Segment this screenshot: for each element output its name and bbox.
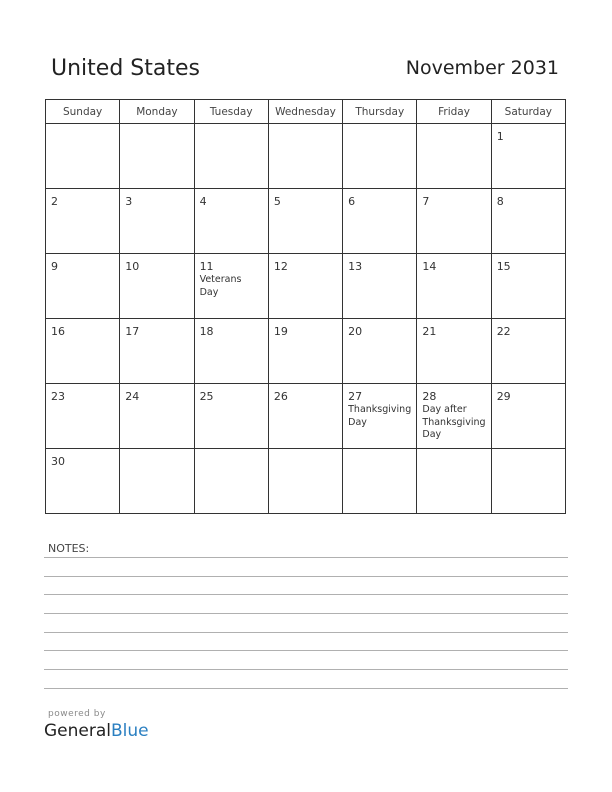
note-line — [44, 557, 568, 558]
day-cell[interactable] — [491, 384, 565, 449]
day-number: 17 — [125, 325, 140, 338]
day-number: 7 — [422, 195, 430, 208]
weekday-sunday: Sunday — [46, 100, 120, 124]
day-cell[interactable] — [268, 319, 342, 384]
day-cell[interactable] — [268, 449, 342, 514]
day-number: 25 — [199, 390, 214, 403]
day-number: 14 — [422, 260, 437, 273]
day-cell[interactable] — [46, 254, 120, 319]
day-cell[interactable] — [343, 384, 417, 449]
day-number: 21 — [422, 325, 437, 338]
note-line — [44, 613, 568, 614]
day-number: 24 — [125, 390, 140, 403]
day-number: 4 — [199, 195, 207, 208]
brand-blue: Blue — [111, 721, 149, 741]
weekday-saturday: Saturday — [491, 100, 565, 124]
day-number: 9 — [51, 260, 58, 273]
holiday-label: Thanksgiving Day — [348, 404, 412, 428]
day-cell[interactable] — [417, 319, 491, 384]
day-cell[interactable] — [417, 384, 491, 449]
note-line — [44, 650, 568, 651]
day-number: 11 — [199, 260, 214, 273]
week-row — [46, 124, 566, 189]
day-cell[interactable] — [491, 319, 565, 384]
generalblue-logo[interactable] — [44, 721, 149, 741]
week-row — [46, 384, 566, 449]
day-cell[interactable] — [46, 384, 120, 449]
brand-general: General — [44, 721, 111, 741]
day-cell[interactable] — [46, 124, 120, 189]
day-cell[interactable] — [194, 319, 268, 384]
week-row — [46, 449, 566, 514]
day-number: 12 — [273, 260, 288, 273]
weekday-wednesday: Wednesday — [268, 100, 342, 124]
weekday-tuesday: Tuesday — [194, 100, 268, 124]
day-cell[interactable] — [491, 189, 565, 254]
day-cell[interactable] — [343, 449, 417, 514]
day-number: 6 — [348, 195, 356, 208]
day-number: 19 — [273, 325, 288, 338]
day-cell[interactable] — [417, 254, 491, 319]
day-cell[interactable] — [343, 124, 417, 189]
day-number: 5 — [273, 195, 281, 208]
day-cell[interactable] — [268, 124, 342, 189]
note-line — [44, 594, 568, 595]
day-number: 23 — [51, 390, 65, 403]
holiday-label: Day after Thanksgiving Day — [422, 404, 486, 440]
day-cell[interactable] — [343, 189, 417, 254]
day-number: 15 — [496, 260, 511, 273]
day-number: 20 — [348, 325, 363, 338]
day-cell[interactable] — [120, 449, 194, 514]
day-number: 26 — [273, 390, 288, 403]
day-number: 28 — [422, 390, 437, 403]
day-cell[interactable] — [268, 254, 342, 319]
day-number: 30 — [51, 455, 65, 468]
note-line — [44, 632, 568, 633]
week-row — [46, 189, 566, 254]
day-cell[interactable] — [46, 449, 120, 514]
day-cell[interactable] — [491, 124, 565, 189]
day-number: 13 — [348, 260, 363, 273]
day-number: 16 — [51, 325, 65, 338]
day-number: 10 — [125, 260, 140, 273]
day-cell[interactable] — [417, 124, 491, 189]
day-cell[interactable] — [491, 449, 565, 514]
holiday-label: Veterans Day — [199, 274, 242, 298]
country-title: United States — [51, 56, 200, 81]
day-cell[interactable] — [120, 124, 194, 189]
day-cell[interactable] — [194, 124, 268, 189]
day-cell[interactable] — [194, 254, 268, 319]
note-line — [44, 669, 568, 670]
powered-by-text: powered by — [48, 709, 106, 719]
day-number: 18 — [199, 325, 214, 338]
notes-label: NOTES: — [48, 542, 90, 555]
weekday-friday: Friday — [417, 100, 491, 124]
day-cell[interactable] — [194, 384, 268, 449]
day-number: 2 — [51, 195, 58, 208]
week-row — [46, 254, 566, 319]
day-cell[interactable] — [491, 254, 565, 319]
day-cell[interactable] — [46, 189, 120, 254]
day-cell[interactable] — [120, 319, 194, 384]
day-cell[interactable] — [343, 254, 417, 319]
day-number: 8 — [496, 195, 504, 208]
day-number: 22 — [496, 325, 511, 338]
weekday-thursday: Thursday — [343, 100, 417, 124]
day-number: 27 — [348, 390, 363, 403]
day-cell[interactable] — [343, 319, 417, 384]
day-cell[interactable] — [120, 384, 194, 449]
weekday-monday: Monday — [120, 100, 194, 124]
day-cell[interactable] — [120, 189, 194, 254]
month-title: November 2031 — [405, 57, 559, 79]
day-number: 1 — [496, 130, 504, 143]
week-row — [46, 319, 566, 384]
day-cell[interactable] — [268, 189, 342, 254]
note-line — [44, 576, 568, 577]
day-cell[interactable] — [268, 384, 342, 449]
day-number: 3 — [125, 195, 133, 208]
day-cell[interactable] — [417, 449, 491, 514]
day-cell[interactable] — [194, 189, 268, 254]
note-line — [44, 688, 568, 689]
weekday-header-row — [46, 100, 566, 124]
day-cell[interactable] — [194, 449, 268, 514]
calendar-grid — [45, 99, 566, 514]
day-cell[interactable] — [46, 319, 120, 384]
day-cell[interactable] — [417, 189, 491, 254]
day-number: 29 — [496, 390, 511, 403]
day-cell[interactable] — [120, 254, 194, 319]
